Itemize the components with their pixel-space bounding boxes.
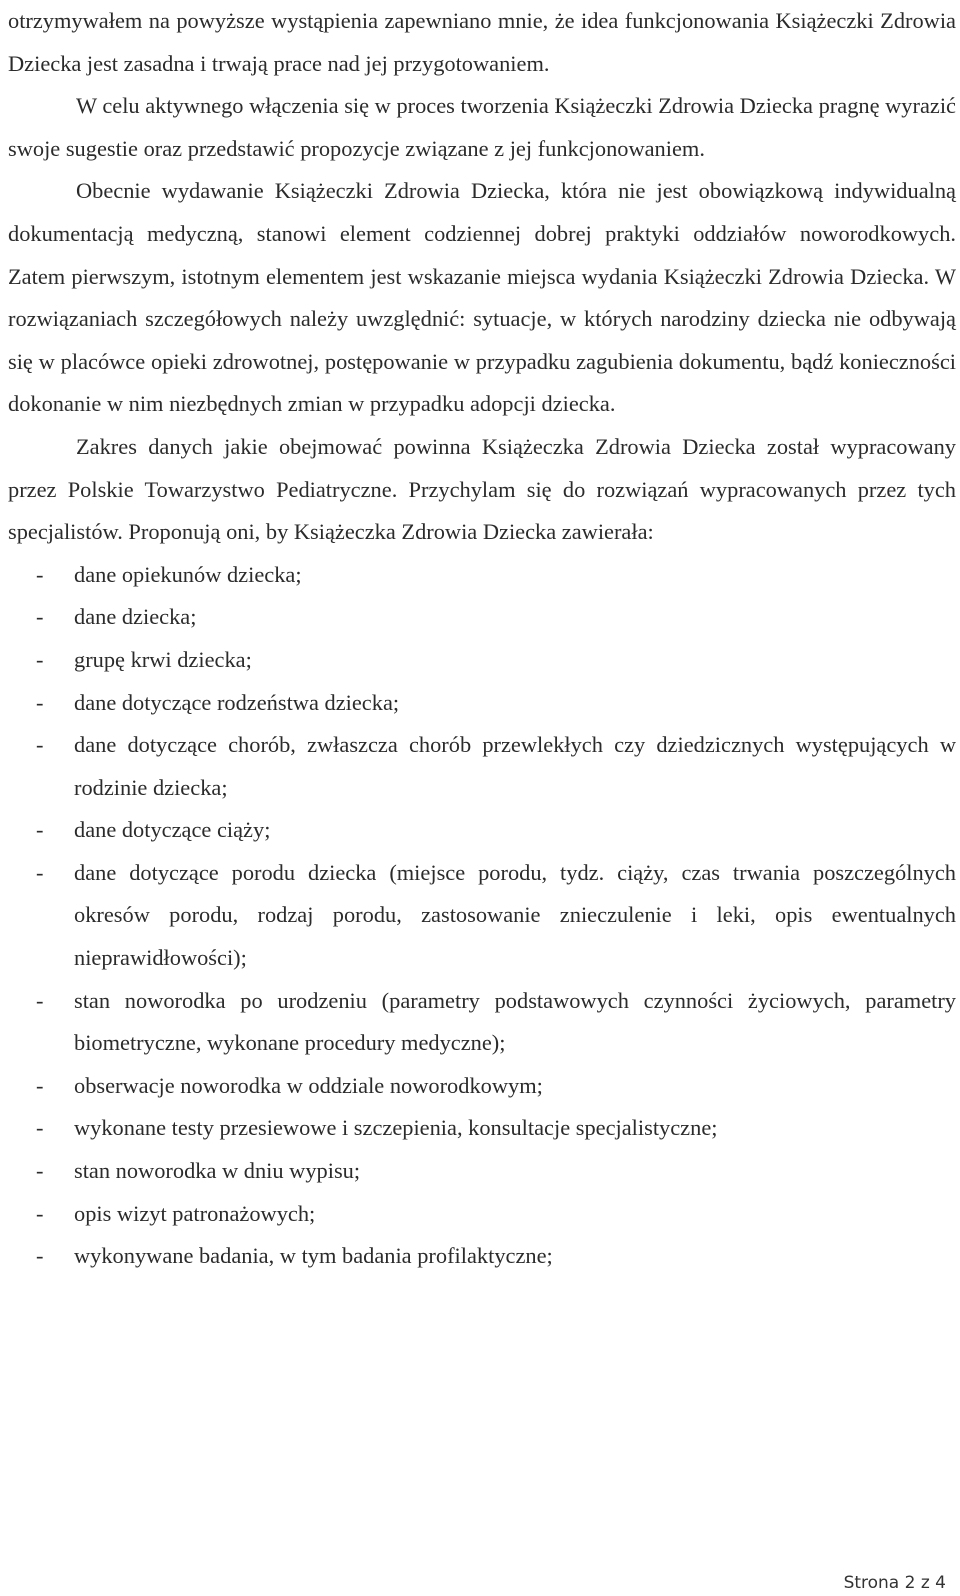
list-item-text: dane opiekunów dziecka; bbox=[74, 561, 302, 587]
list-item bbox=[8, 1150, 956, 1193]
paragraph-participation: W celu aktywnego włączenia się w proces tworzenia Książeczki Zdrowia Dziecka pragnę wyrazić swoje sugestie oraz przedstawić propozycje związane z jej funkcjonowaniem. bbox=[8, 93, 956, 161]
list-item bbox=[8, 1107, 956, 1150]
list-item-text: wykonywane badania, w tym badania profilaktyczne; bbox=[74, 1243, 553, 1269]
list-item-text: opis wizyt patronażowych; bbox=[74, 1200, 316, 1226]
list-item bbox=[8, 724, 956, 809]
list-dash: - bbox=[36, 1158, 44, 1184]
paragraph-data-scope: Zakres danych jakie obejmować powinna Książeczka Zdrowia Dziecka został wypracowany przez Polskie Towarzystwo Pediatryczne. Przychylam się do rozwiązań wypracowanych przez tych specjalistów. Proponują oni, by Książeczka Zdrowia Dziecka zawierała: bbox=[8, 433, 956, 545]
list-item bbox=[8, 852, 956, 980]
list-dash: - bbox=[36, 817, 44, 843]
list-item-text: dane dotyczące porodu dziecka (miejsce porodu, tydz. ciąży, czas trwania poszczególnych okresów porodu, rodzaj porodu, zastosowanie znieczulenie i leki, opis ewentualnych nieprawidłowości); bbox=[74, 859, 956, 971]
list-item bbox=[8, 682, 956, 725]
page-number: Strona 2 z 4 bbox=[843, 1573, 946, 1593]
list-dash: - bbox=[36, 561, 44, 587]
list-item-text: stan noworodka po urodzeniu (parametry podstawowych czynności życiowych, parametry biometryczne, wykonane procedury medyczne); bbox=[74, 987, 956, 1056]
paragraph-current-practice: Obecnie wydawanie Książeczki Zdrowia Dziecka, która nie jest obowiązkową indywidualną dokumentacją medyczną, stanowi element codziennej dobrej praktyki oddziałów noworodkowych. Zatem pierwszym, istotnym elementem jest wskazanie miejsca wydania Książeczki Zdrowia Dziecka. W rozwiązaniach szczegółowych należy uwzględnić: sytuacje, w których narodziny dziecka nie odbywają się w placówce opieki zdrowotnej, postępowanie w przypadku zagubienia dokumentu, bądź konieczności dokonanie w nim niezbędnych zmian w przypadku adopcji dziecka. bbox=[8, 178, 956, 417]
list-item-text: dane dotyczące rodzeństwa dziecka; bbox=[74, 689, 400, 715]
list-item bbox=[8, 1193, 956, 1236]
list-dash: - bbox=[36, 1072, 44, 1098]
list-item bbox=[8, 554, 956, 597]
list-item-text: dane dziecka; bbox=[74, 604, 197, 630]
list-item-text: dane dotyczące chorób, zwłaszcza chorób przewlekłych czy dziedzicznych występujących w rodzinie dziecka; bbox=[74, 732, 956, 800]
list-item-text: obserwacje noworodka w oddziale noworodkowym; bbox=[74, 1072, 543, 1098]
list-dash: - bbox=[36, 646, 44, 672]
list-dash: - bbox=[36, 689, 44, 715]
list-item bbox=[8, 1235, 956, 1278]
list-dash: - bbox=[36, 859, 44, 885]
list-item-text: wykonane testy przesiewowe i szczepienia, konsultacje specjalistyczne; bbox=[74, 1115, 718, 1141]
list-item bbox=[8, 980, 956, 1065]
list-dash: - bbox=[36, 1115, 44, 1141]
list-item-text: stan noworodka w dniu wypisu; bbox=[74, 1158, 361, 1184]
document-body bbox=[8, 0, 956, 1278]
list-dash: - bbox=[36, 987, 44, 1013]
paragraph-continuation: otrzymywałem na powyższe wystąpienia zapewniano mnie, że idea funkcjonowania Książeczki Zdrowia Dziecka jest zasadna i trwają prace nad jej przygotowaniem. bbox=[8, 8, 956, 76]
list-item bbox=[8, 639, 956, 682]
list-item bbox=[8, 809, 956, 852]
list-dash: - bbox=[36, 1200, 44, 1226]
list-dash: - bbox=[36, 604, 44, 630]
list-item-text: grupę krwi dziecka; bbox=[74, 646, 252, 672]
list-item bbox=[8, 596, 956, 639]
list-item-text: dane dotyczące ciąży; bbox=[74, 817, 271, 843]
list-item bbox=[8, 1065, 956, 1108]
proposed-contents-list bbox=[8, 554, 956, 1278]
list-dash: - bbox=[36, 1243, 44, 1269]
list-dash: - bbox=[36, 732, 44, 758]
